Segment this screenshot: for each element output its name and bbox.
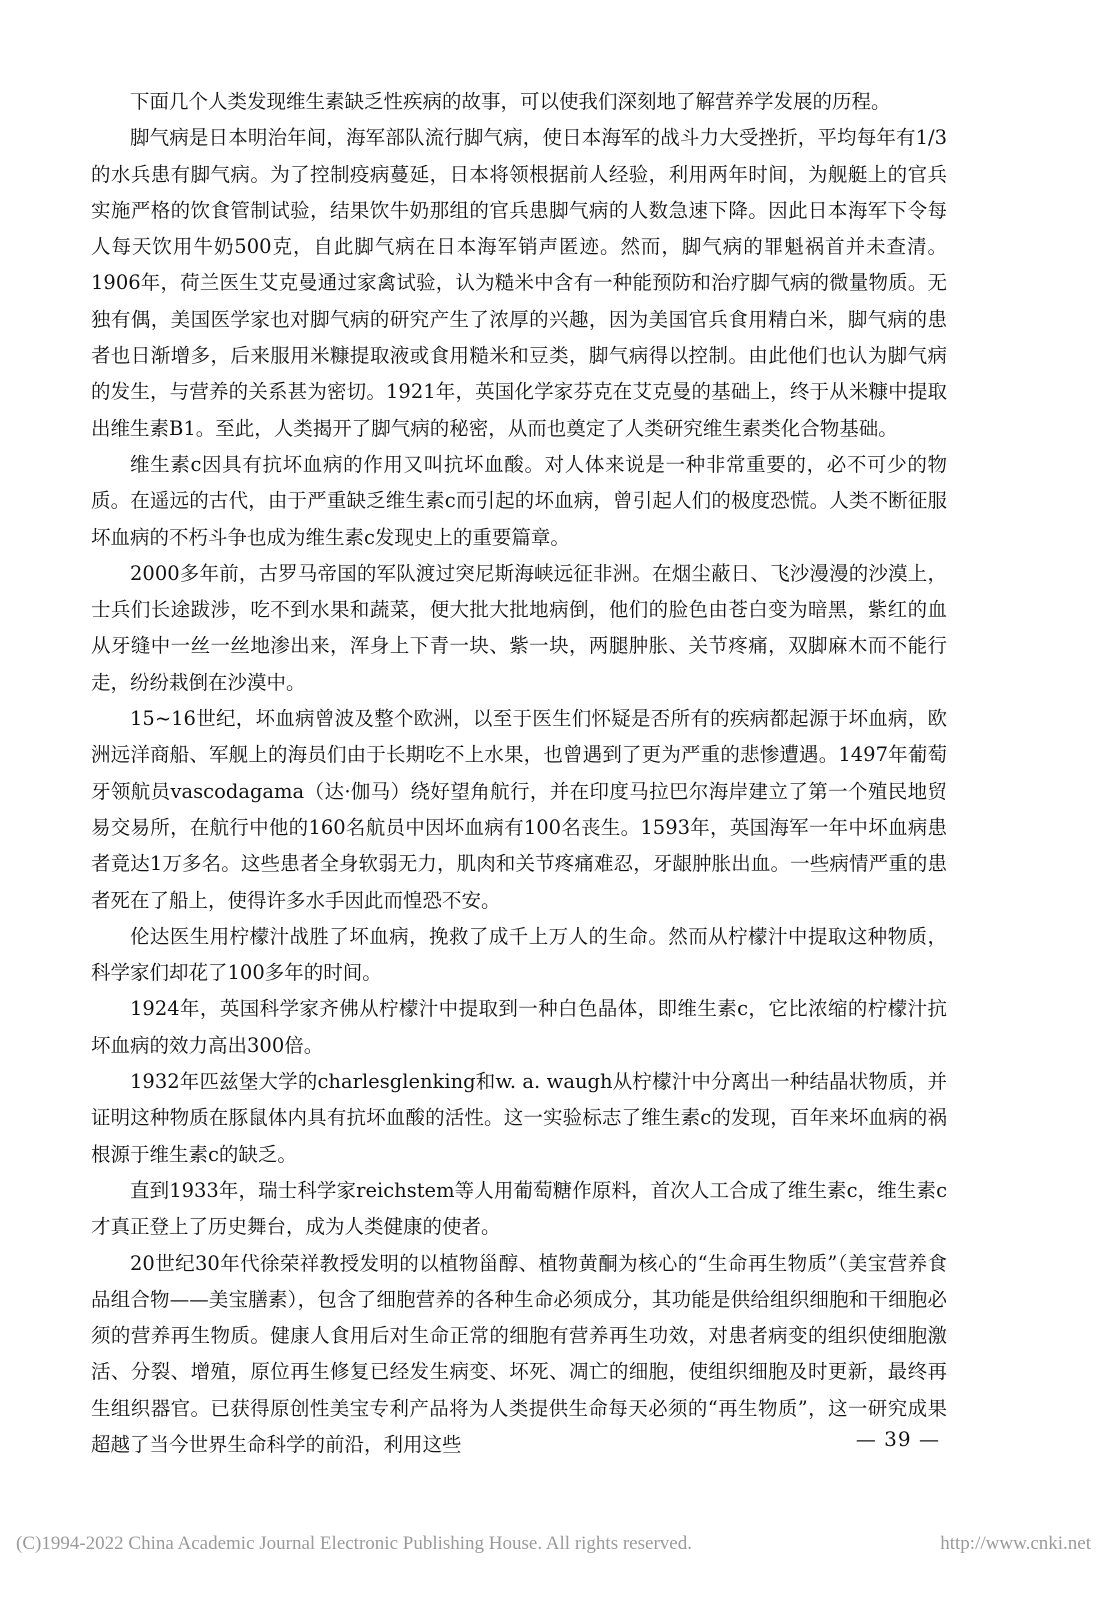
copyright-notice: (C)1994-2022 China Academic Journal Electronic Publishing House. All rights reserved. — [16, 1533, 692, 1554]
paragraph-intro: 下面几个人类发现维生素缺乏性疾病的故事，可以使我们深刻地了解营养学发展的历程。 — [130, 90, 891, 113]
paragraph-lemon-juice: 伦达医生用柠檬汁战胜了坏血病，挽救了成千上万人的生命。然而从柠檬汁中提取这种物质，科学家们却花了100多年的时间。 — [91, 924, 947, 985]
article-body — [91, 84, 947, 1463]
page-number: — 39 — — [855, 1427, 940, 1451]
paragraph-1932: 1932年匹兹堡大学的charlesglenking和w. a. waugh从柠檬汁中分离出一种结晶状物质，并证明这种物质在豚鼠体内具有抗坏血酸的活性。这一实验标志了维生素c的发现，百年来坏血病的祸根源于维生素c的缺乏。 — [91, 1070, 947, 1166]
paragraph-roman-army: 2000多年前，古罗马帝国的军队渡过突尼斯海峡远征非洲。在烟尘蔽日、飞沙漫漫的沙漠上，士兵们长途跋涉，吃不到水果和蔬菜，便大批大批地病倒，他们的脸色由苍白变为暗黑，紫红的血从牙缝中一丝一丝地渗出来，浑身上下青一块、紫一块，两腿肿胀、关节疼痛，双脚麻木而不能行走，纷纷栽倒在沙漠中。 — [91, 561, 947, 694]
paragraph-regeneration: 20世纪30年代徐荣祥教授发明的以植物甾醇、植物黄酮为核心的“生命再生物质”（美宝营养食品组合物——美宝膳素），包含了细胞营养的各种生命必须成分，其功能是供给组织细胞和干细胞必须的营养再生物质。健康人食用后对生命正常的细胞有营养再生功效，对患者病变的组织使细胞激活、分裂、增殖，原位再生修复已经发生病变、坏死、凋亡的细胞，使组织细胞及时更新，最终再生组织器官。已获得原创性美宝专利产品将为人类提供生命每天必须的“再生物质”，这一研究成果超越了当今世界生命科学的前沿，利用这些 — [91, 1251, 947, 1456]
paragraph-1924: 1924年，英国科学家齐佛从柠檬汁中提取到一种白色晶体，即维生素c，它比浓缩的柠檬汁抗坏血病的效力高出300倍。 — [91, 997, 947, 1057]
paragraph-1933: 直到1933年，瑞士科学家reichstem等人用葡萄糖作原料，首次人工合成了维生素c，维生素c才真正登上了历史舞台，成为人类健康的使者。 — [91, 1178, 947, 1239]
footer-url: http://www.cnki.net — [940, 1533, 1091, 1554]
copyright-footer — [16, 1533, 1091, 1555]
paragraph-vitamin-c-intro: 维生素c因具有抗坏血病的作用又叫抗坏血酸。对人体来说是一种非常重要的，必不可少的物质。在遥远的古代，由于严重缺乏维生素c而引起的坏血病，曾引起人们的极度恐慌。人类不断征服坏血病的不朽斗争也成为维生素c发现史上的重要篇章。 — [91, 452, 947, 549]
paragraph-beriberi: 脚气病是日本明治年间，海军部队流行脚气病，使日本海军的战斗力大受挫折，平均每年有1/3的水兵患有脚气病。为了控制疫病蔓延，日本将领根据前人经验，利用两年时间，为舰艇上的官兵实施严格的饮食管制试验，结果饮牛奶那组的官兵患脚气病的人数急速下降。因此日本海军下令每人每天饮用牛奶500克，自此脚气病在日本海军销声匿迹。然而，脚气病的罪魁祸首并未查清。1906年，荷兰医生艾克曼通过家禽试验，认为糙米中含有一种能预防和治疗脚气病的微量物质。无独有偶，美国医学家也对脚气病的研究产生了浓厚的兴趣，因为美国官兵食用精白米，脚气病的患者也日渐增多，后来服用米糠提取液或食用糙米和豆类，脚气病得以控制。由此他们也认为脚气病的发生，与营养的关系甚为密切。1921年，英国化学家芬克在艾克曼的基础上，终于从米糠中提取出维生素B1。至此，人类揭开了脚气病的秘密，从而也奠定了人类研究维生素类化合物基础。 — [91, 126, 947, 440]
paragraph-europe-scurvy: 15~16世纪，坏血病曾波及整个欧洲，以至于医生们怀疑是否所有的疾病都起源于坏血病，欧洲远洋商船、军舰上的海员们由于长期吃不上水果，也曾遇到了更为严重的悲惨遭遇。1497年葡萄牙领航员vascodagama（达·伽马）绕好望角航行，并在印度马拉巴尔海岸建立了第一个殖民地贸易交易所，在航行中他的160名航员中因坏血病有100名丧生。1593年，英国海军一年中坏血病患者竟达1万多名。这些患者全身软弱无力，肌肉和关节疼痛难忍，牙龈肿胀出血。一些病情严重的患者死在了船上，使得许多水手因此而惶恐不安。 — [91, 707, 947, 912]
